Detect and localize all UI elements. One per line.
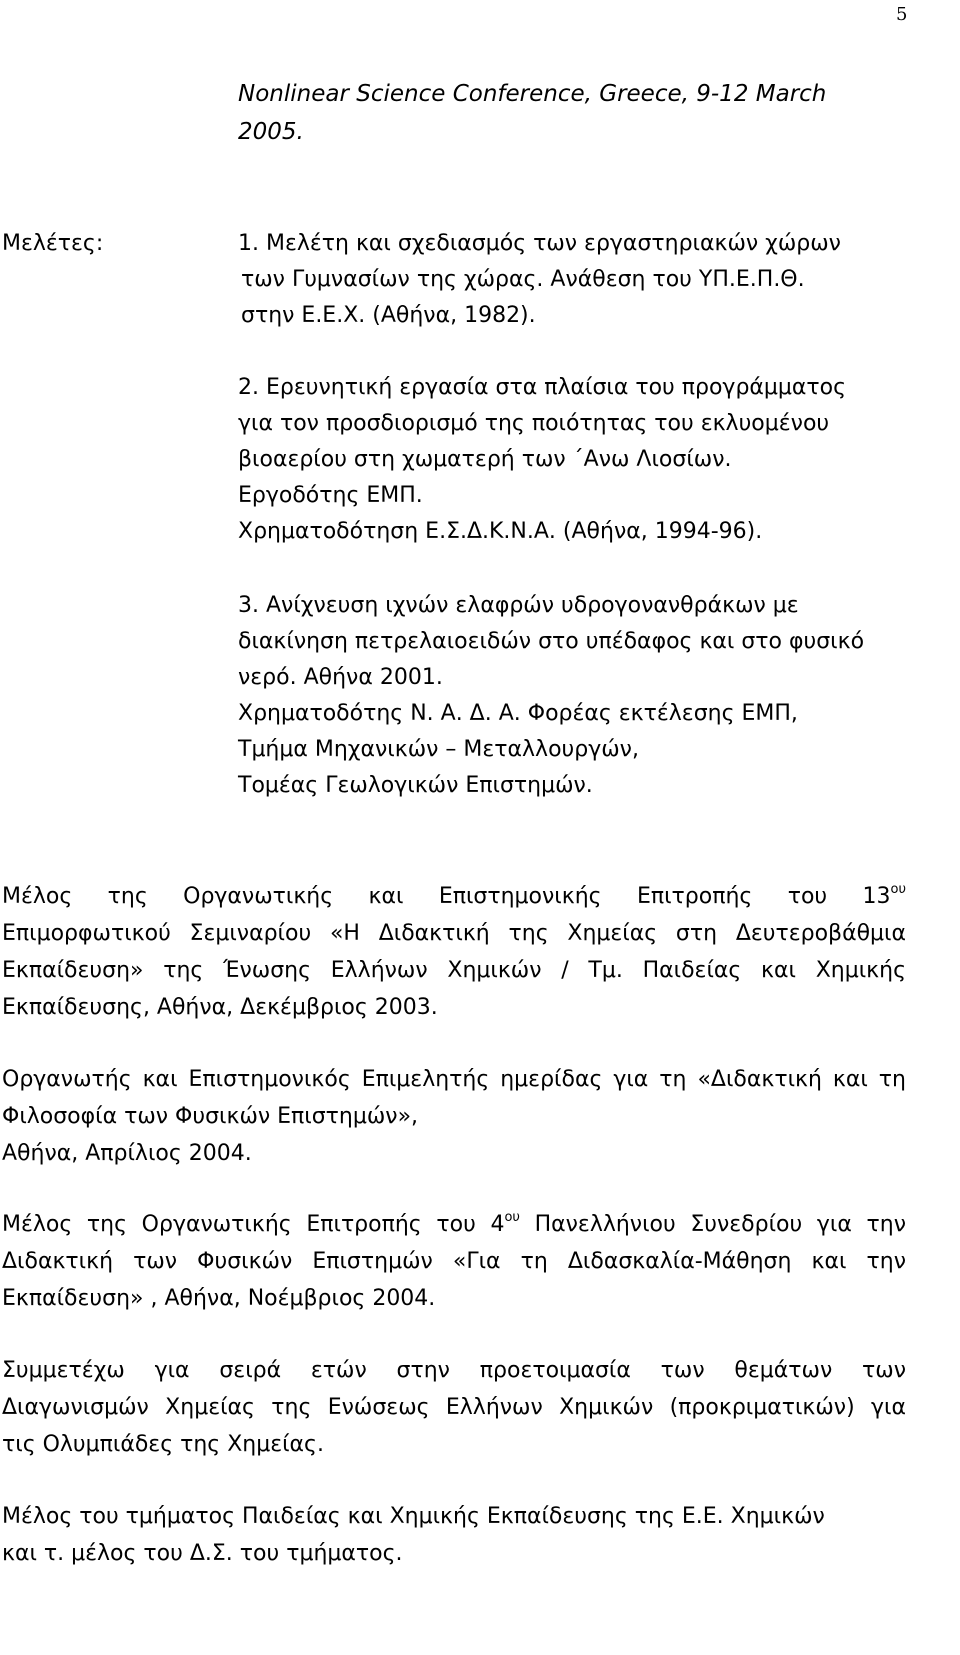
conference-line-2: 2005. — [238, 119, 304, 145]
para-4-line-3: τις Ολυμπιάδες της Χημείας. — [2, 1432, 324, 1457]
study-2-line-5: Χρηματοδότηση Ε.Σ.Δ.Κ.Ν.Α. (Αθήνα, 1994-96). — [238, 519, 763, 544]
study-3-line-3: νερό. Αθήνα 2001. — [238, 665, 443, 690]
study-3-line-5: Τμήμα Μηχανικών – Μεταλλουργών, — [238, 737, 639, 762]
para-3-line-1: Μέλος της Οργανωτικής Επιτροπής του $4^{o\upsilon}$ Πανελλήνιου Συνεδρίου για την — [2, 1209, 906, 1237]
para-2-line-1: Οργανωτής και Επιστημονικός Επιμελητής ημερίδας για τη «Διδακτική και τη — [2, 1067, 906, 1092]
superscript: ου — [890, 881, 906, 897]
study-2-line-4: Εργοδότης ΕΜΠ. — [238, 483, 423, 508]
study-2-line-3: βιοαερίου στη χωματερή των ΄Ανω Λιοσίων. — [238, 447, 732, 472]
para-1-line-3: Εκπαίδευση» της Ένωσης Ελλήνων Χημικών / Τμ. Παιδείας και Χημικής — [2, 958, 906, 983]
para-4-line-2: Διαγωνισμών Χημείας της Ενώσεως Ελλήνων Χημικών (προκριματικών) για — [2, 1395, 906, 1420]
para-2-line-3: Αθήνα, Απρίλιος 2004. — [2, 1141, 252, 1166]
study-3-line-1: 3. Ανίχνευση ιχνών ελαφρών υδρογονανθράκων με — [238, 593, 799, 618]
para-5-line-1: Μέλος του τμήματος Παιδείας και Χημικής Εκπαίδευσης της Ε.Ε. Χημικών — [2, 1504, 825, 1529]
study-3-line-4: Χρηματοδότης Ν. Α. Δ. Α. Φορέας εκτέλεσης ΕΜΠ, — [238, 701, 798, 726]
study-1-line-2: των Γυμνασίων της χώρας. Ανάθεση του ΥΠ.Ε.Π.Θ. — [241, 267, 805, 292]
para-5-line-2: και τ. μέλος του Δ.Σ. του τμήματος. — [2, 1541, 403, 1566]
para-2-line-2: Φιλοσοφία των Φυσικών Επιστημών», — [2, 1104, 419, 1129]
study-3-line-6: Τομέας Γεωλογικών Επιστημών. — [238, 773, 593, 798]
study-2-line-2: για τον προσδιορισμό της ποιότητας του εκλυομένου — [238, 411, 830, 436]
para-3-line-2: Διδακτική των Φυσικών Επιστημών «Για τη Διδασκαλία-Μάθηση και την — [2, 1249, 906, 1274]
para-1-line-1: Μέλος της Οργανωτικής και Επιστημονικής Επιτροπής του $13^{o\upsilon}$ — [2, 881, 906, 909]
study-3-line-2: διακίνηση πετρελαιοειδών στο υπέδαφος και στο φυσικό — [238, 629, 865, 654]
studies-label: Μελέτες: — [2, 231, 104, 256]
study-1-line-1: 1. Μελέτη και σχεδιασμός των εργαστηριακών χώρων — [238, 231, 841, 256]
superscript: ου — [504, 1209, 520, 1225]
para-1-line-4: Εκπαίδευσης, Αθήνα, Δεκέμβριος 2003. — [2, 995, 438, 1020]
page-number: 5 — [896, 4, 908, 25]
para-3-line-3: Εκπαίδευση» , Αθήνα, Νοέμβριος 2004. — [2, 1286, 436, 1311]
conference-line-1: Nonlinear Science Conference, Greece, 9-12 March — [238, 81, 827, 107]
para-4-line-1: Συμμετέχω για σειρά ετών στην προετοιμασία των θεμάτων των — [2, 1358, 906, 1383]
study-1-line-3: στην Ε.Ε.Χ. (Αθήνα, 1982). — [241, 303, 536, 328]
para-1-line-2: Επιμορφωτικού Σεμιναρίου «Η Διδακτική της Χημείας στη Δευτεροβάθμια — [2, 921, 906, 946]
study-2-line-1: 2. Ερευνητική εργασία στα πλαίσια του προγράμματος — [238, 375, 847, 400]
